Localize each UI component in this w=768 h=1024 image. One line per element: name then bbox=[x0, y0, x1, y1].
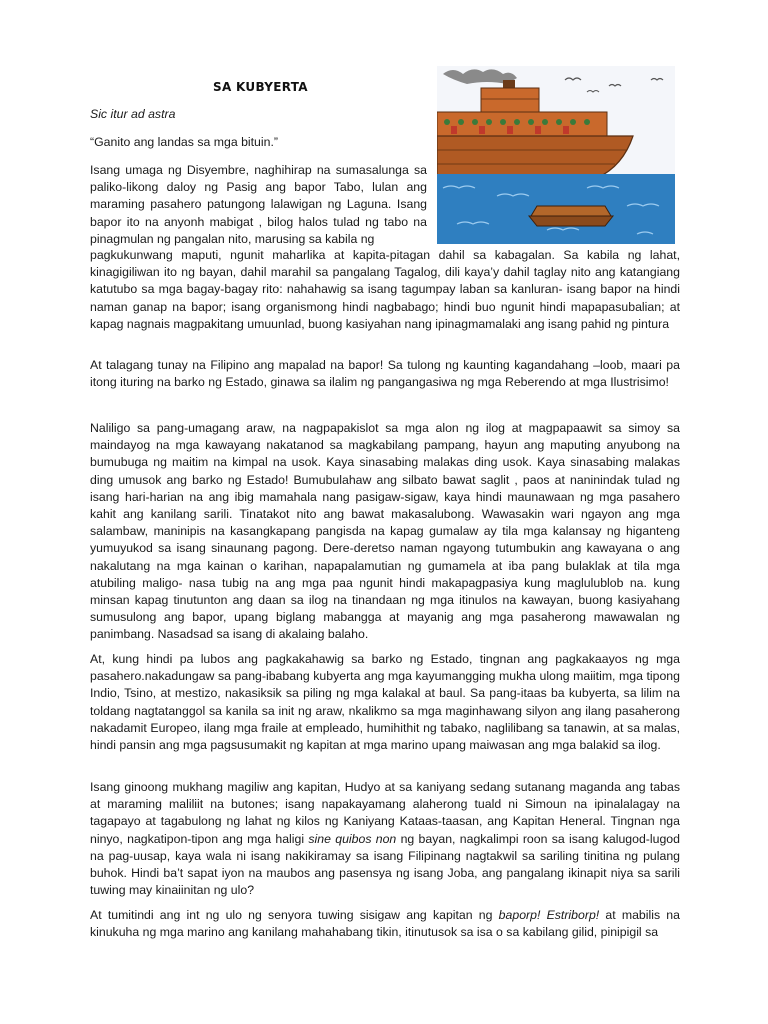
document-title: SA KUBYERTA bbox=[213, 80, 308, 94]
paragraph-5-latin-phrase: sine quibos non bbox=[308, 831, 397, 846]
paragraph-4: At, kung hindi pa lubos ang pagkakahawig sa barko ng Estado, tingnan ang pagkakaayos ng mga pasahero.nakadungaw sa pang-ibabang kubyerta ang mga kayumangging mukha ulong maiitim, mga tipong Indio, Tsino, at mestizo, nakasiksik sa piling ng mga kalakal at baul. Sa pang-itaas ba kubyerta, sa lilim na toldang nagtatanggol sa kanila sa init ng araw, nkalikmo sa mga maginhawang silyon ang ilang pasaherong nakadamit Europeo, ilang mga fraile at empleado, humihithit ng tabako, naglilibang sa tanawin, at sa malas, hindi pansin ang mga pagsusumakit ng kapitan at mga marino upang maiwasan ang mga balakid sa ilog. bbox=[90, 652, 680, 753]
paragraph-1-continued: pagkukunwang maputi, ngunit maharlika at kapita-pitagan dahil sa kabagalan. Sa kabila ng lahat, kinagigiliwan ito ng bayan, dahil marahil sa pangalang Tagalog, dili kaya’y dahil taglay nito ang katangiang katutubo sa mga bagay-bagay rito: nahahawig sa isang tagumpay laban sa kanluran- isang bapor na hindi naman ganap na bapor; isang organismong hindi nagbabago; hindi buo ngunit hindi mapapasubalian; at kapag nagnais magpakitang umuunlad, buong kasiyahan nang ipinagmamalaki ang isang pahid ng pintura bbox=[90, 248, 680, 331]
steamboat-drawing bbox=[437, 66, 675, 244]
paragraph-6-text: At tumitindi ang int ng ulo ng senyora tuwing sisigaw ang kapitan ng bbox=[90, 908, 499, 922]
paragraph-6-text-end: at mabilis na kinukuha ng mga marino ang kanilang mahahabang tikin, itinutusok sa isa o sa kabilang gilid, pinipigil sa bbox=[90, 908, 680, 940]
motto-translation: “Ganito ang landas sa mga bituin.” bbox=[90, 135, 278, 149]
paragraph-5-text-end: ng bayan, nagkalimpi roon sa isang kalugod-lugod na pag-uusap, kaya wala ni isang nakikiramay sa isang Filipinang nagtakwil sa sariling tinitina ng pulang buhok. Hindi ba’t sapat iyon na maubos ang pasensya ng isang Joba, ang pangalang ikinapit niya sa sarili tuwing may kinaiinitan ng ulo? bbox=[90, 831, 680, 898]
paragraph-5 bbox=[90, 779, 680, 899]
paragraph-6-command-phrase: baporp! Estriborp! bbox=[498, 908, 600, 922]
paragraph-1-start: Isang umaga ng Disyembre, naghihirap na sumasalunga sa paliko-likong daloy ng Pasig ang bapor Tabo, lulan ang maraming pasahero patungong lalawigan ng Laguna. Isang bapor ito na anyonh mabigat , bilog halos tulad ng tabo na pinagmulan ng pangalan nito, marusing sa kabila ng bbox=[90, 163, 427, 246]
steamboat-illustration bbox=[437, 66, 675, 244]
motto-latin: Sic itur ad astra bbox=[90, 107, 176, 121]
paragraph-6 bbox=[90, 907, 680, 941]
paragraph-2: At talagang tunay na Filipino ang mapalad na bapor! Sa tulong ng kaunting kagandahang –loob, maari pa itong ituring na barko ng Estado, ginawa sa ilalim ng pangangasiwa ng mga Reberendo at mga Ilustrisimo! bbox=[90, 358, 680, 390]
paragraph-3: Naliligo sa pang-umagang araw, na nagpapakislot sa mga alon ng ilog at magpapaawit sa simoy sa maindayog na mga kawayang nakatanod sa magkabilang pampang, hayun ang maputing anyubong na bumubuga ng maitim na kimpal na usok. Kaya sinasabing malakas ding usok. Kaya sinasabing malakas ding umusok ang barko ng Estado! Bumubulahaw ang silbato bawat saglit , paos at naninindak tulad ng isang hari-harian na ang ibig mamahala nang pasigaw-sigaw, kaya hindi maunawaan ng mga pasahero kahit ang kanilang sarili. Tinatakot nito ang bawat makasalubong. Wawasakin wari ngayon ang mga salambaw, maninipis na kasangkapang pangisda na kapag gumalaw ay tila mga kalansay ng higanteng yumuyukod sa isang sinaunang pagong. Dere-deretso naman ngayong tutumbukin ang kawayana o ang nakalutang na mga kainan o karihan, napapalamutian ng gumamela at iba pang bulaklak at tila mga atubiling maligo- nasa tubig na ang mga paa ngunit hindi makapagpasiya kung maglulublob na. kung minsan kapag tinutunton ang daan sa ilog na tinandaan ng mga itinulos na kawayan, buong kasiyahang sumusulong ang bapor, upang biglang mabangga at mayanig ang mga pasaherong mawawalan ng panimbang. Nasadsad sa isang di akalaing balaho. bbox=[90, 421, 680, 642]
paragraph-5-text: Isang ginoong mukhang magiliw ang kapitan, Hudyo at sa kaniyang sedang sutanang maganda ang tabas at maraming maliliit na butones; isang napakayamang alaherong tuald ni Simoun na ipinalalagay na tagapayo at tagabulong ng lahat ng kilos ng Kaniyang Kataas-taasan, ang Kapitan Heneral. Tingnan nga ninyo, nagkatipon-tipon ang mga haligi bbox=[90, 780, 680, 846]
